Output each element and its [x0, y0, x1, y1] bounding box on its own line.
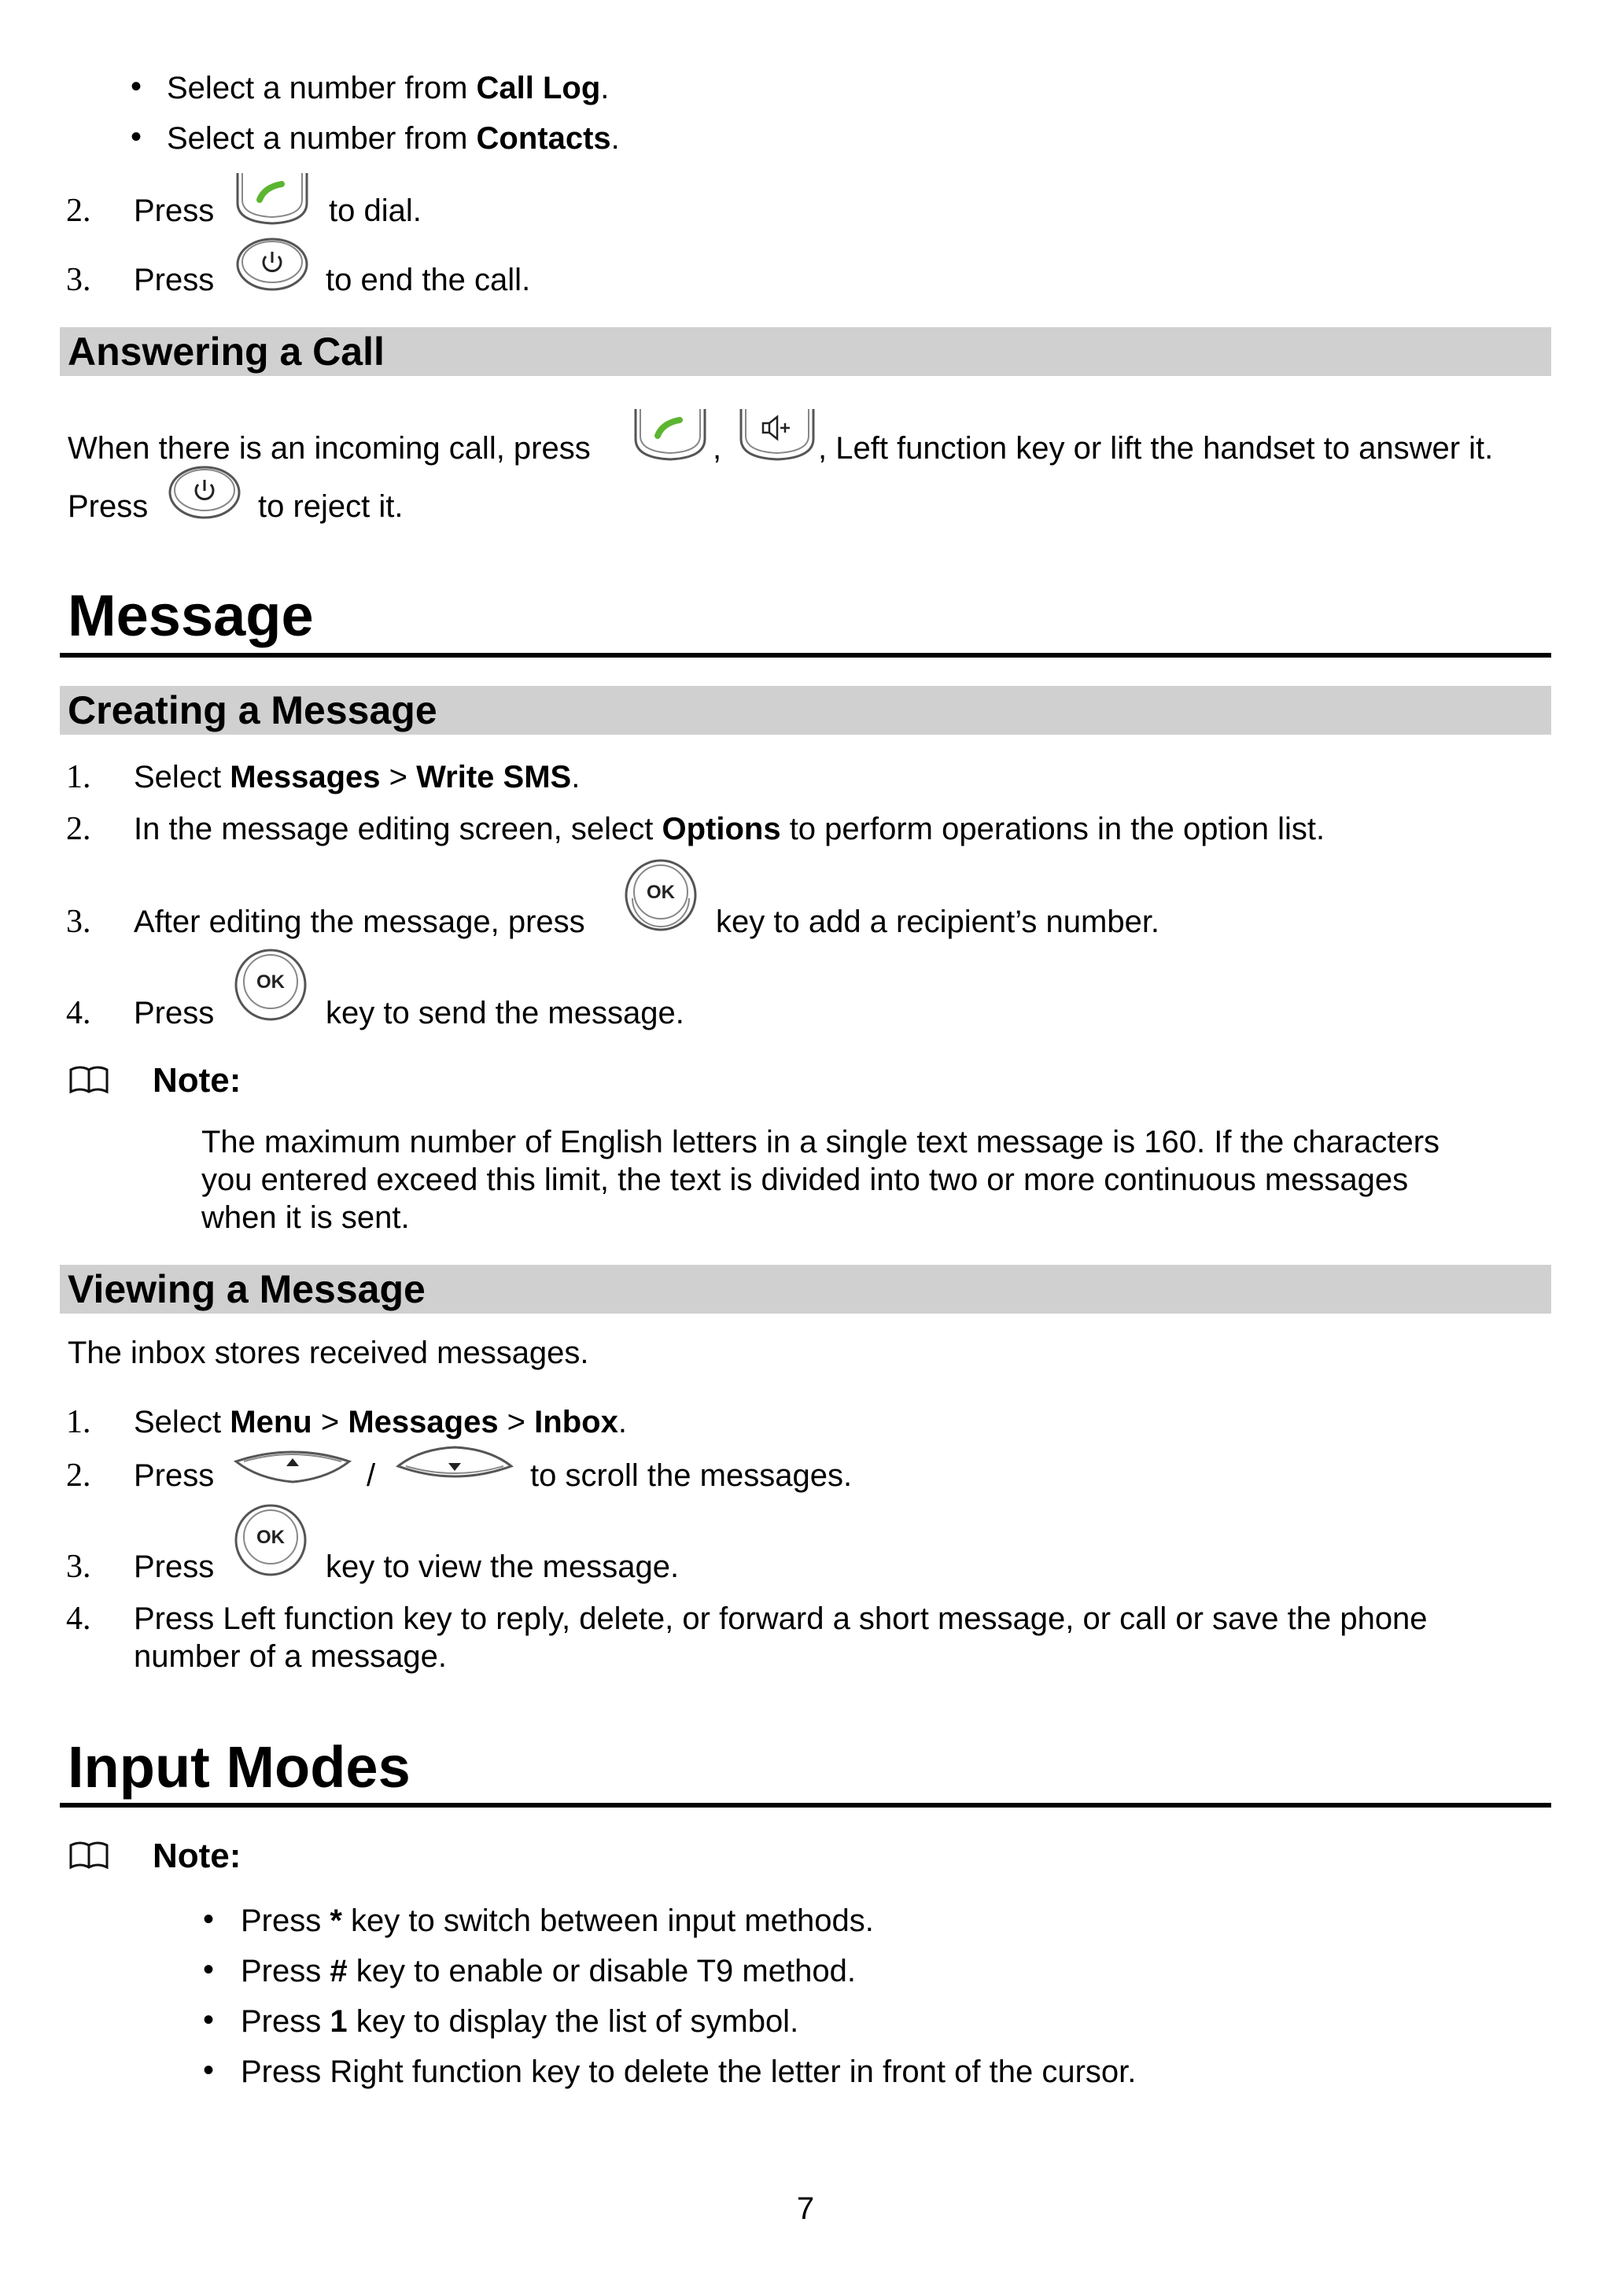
bullet-marker: • [131, 120, 142, 154]
paragraph-text: The inbox stores received messages. [68, 1336, 589, 1370]
chapter-title: Message [68, 583, 314, 648]
step-text: number of a message. [134, 1639, 447, 1674]
ok-key-icon [233, 947, 308, 1023]
bullet-marker: • [203, 2053, 215, 2088]
paragraph-text: , [713, 431, 722, 466]
call-key-icon [233, 165, 312, 228]
step-text: Select Messages > Write SMS. [134, 760, 581, 794]
step-number: 1. [66, 759, 91, 795]
step-text: In the message editing screen, select Options to perform operations in the option list. [134, 812, 1325, 846]
step-text: Press [134, 1458, 215, 1493]
bullet-marker: • [203, 1952, 215, 1987]
step-number: 3. [66, 1549, 91, 1585]
chapter-rule [60, 1803, 1551, 1808]
list-item: Press Right function key to delete the letter in front of the cursor. [241, 2055, 1137, 2089]
step-number: 1. [66, 1404, 91, 1440]
step-text: key to add a recipient’s number. [716, 905, 1160, 939]
end-key-icon [165, 464, 244, 522]
step-number: 2. [66, 1458, 91, 1494]
paragraph-text: , Left function key or lift the handset to answer it. [818, 431, 1494, 466]
step-number: 3. [66, 904, 91, 940]
section-heading: Answering a Call [68, 330, 385, 374]
section-heading: Viewing a Message [68, 1267, 426, 1311]
book-icon [68, 1841, 110, 1872]
list-item: Press 1 key to display the list of symbol. [241, 2004, 799, 2039]
step-text: key to view the message. [326, 1550, 680, 1584]
down-key-icon [395, 1444, 514, 1482]
step-text: Select Menu > Messages > Inbox. [134, 1405, 627, 1439]
chapter-title: Input Modes [68, 1734, 411, 1800]
list-item: Press # key to enable or disable T9 method. [241, 1954, 856, 1988]
end-key-icon [233, 236, 312, 294]
step-text: Press [134, 1550, 215, 1584]
list-item: Select a number from Call Log. [167, 71, 610, 105]
note-text: The maximum number of English letters in a single text message is 160. If the characters [201, 1125, 1440, 1159]
step-text: After editing the message, press [134, 905, 585, 939]
note-label: Note: [153, 1837, 241, 1875]
svg-text:OK: OK [256, 971, 285, 993]
bullet-marker: • [203, 1902, 215, 1937]
speaker-key-icon [736, 401, 818, 464]
note-text: you entered exceed this limit, the text is divided into two or more continuous messages [201, 1163, 1409, 1197]
note-label: Note: [153, 1061, 241, 1100]
step-text: Press Left function key to reply, delete, or forward a short message, or call or save the phone [134, 1601, 1428, 1636]
list-item: Press * key to switch between input methods. [241, 1904, 874, 1938]
step-number: 2. [66, 811, 91, 847]
paragraph-text: Press [68, 489, 149, 524]
step-text: to scroll the messages. [530, 1458, 853, 1493]
step-text: to end the call. [326, 263, 531, 297]
ok-key-icon [233, 1502, 308, 1578]
chapter-rule [60, 653, 1551, 658]
step-text: / [367, 1458, 376, 1493]
paragraph-text: When there is an incoming call, press [68, 431, 591, 466]
note-text: when it is sent. [201, 1200, 410, 1235]
step-number: 3. [66, 262, 91, 298]
step-number: 2. [66, 193, 91, 229]
up-key-icon [233, 1447, 352, 1485]
book-icon [68, 1065, 110, 1096]
step-text: Press [134, 996, 215, 1030]
svg-text:OK: OK [647, 882, 675, 903]
ok-key-icon [623, 857, 699, 933]
step-text: Press [134, 263, 215, 297]
step-text: key to send the message. [326, 996, 684, 1030]
section-heading: Creating a Message [68, 688, 437, 732]
step-number: 4. [66, 1601, 91, 1637]
bullet-marker: • [203, 2003, 215, 2037]
page-number: 7 [796, 2191, 815, 2226]
svg-text:OK: OK [256, 1527, 285, 1548]
step-number: 4. [66, 995, 91, 1031]
paragraph-text: to reject it. [258, 489, 404, 524]
step-text: Press [134, 193, 215, 228]
step-text: to dial. [329, 193, 422, 228]
list-item: Select a number from Contacts. [167, 121, 620, 156]
call-key-icon [631, 401, 710, 464]
bullet-marker: • [131, 69, 142, 104]
